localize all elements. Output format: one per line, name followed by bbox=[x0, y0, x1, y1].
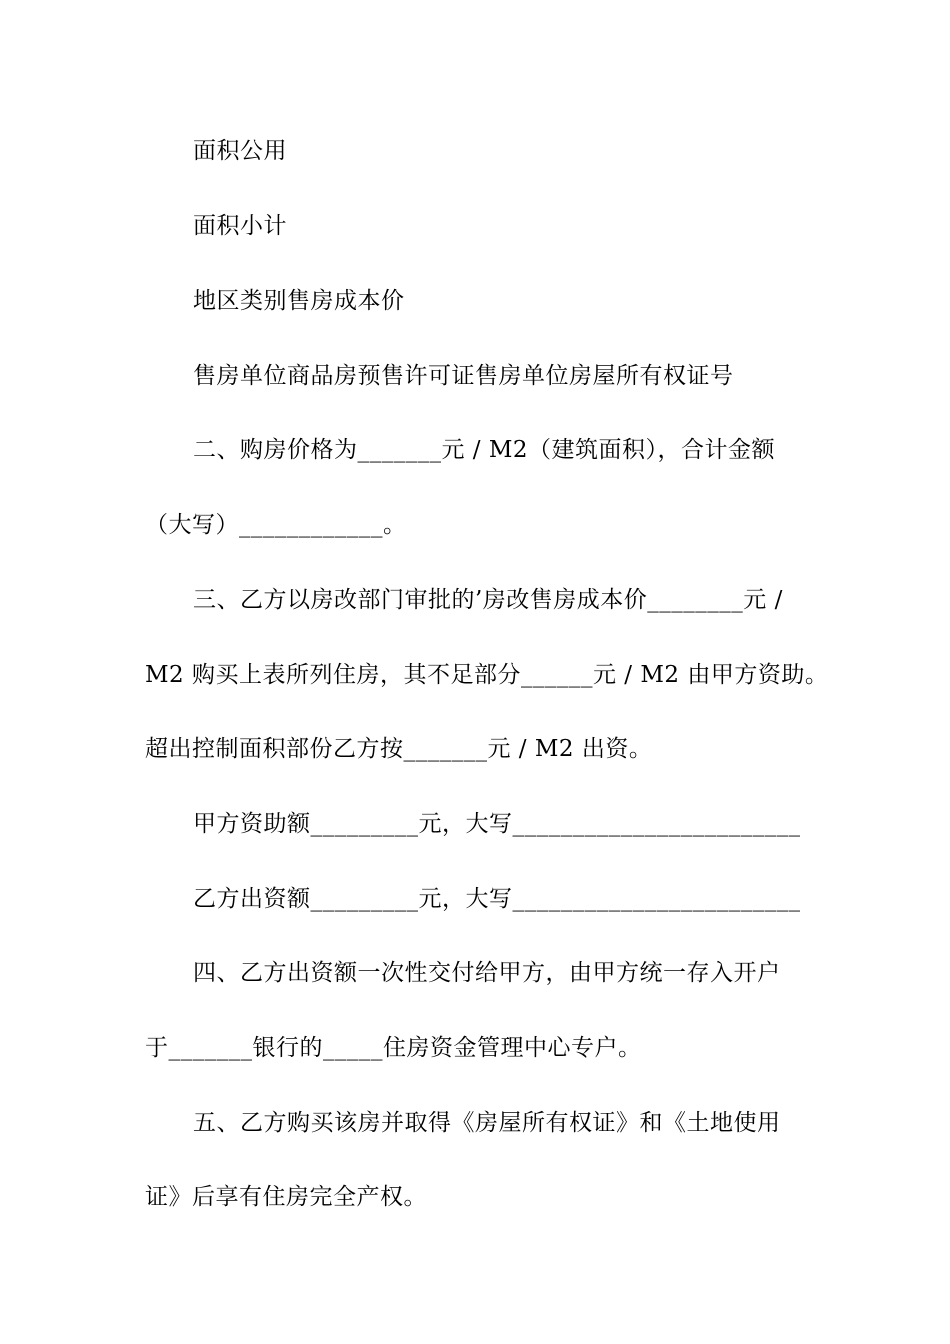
party-a-subsidy: 甲方资助额_________元，大写________________________ bbox=[193, 811, 801, 837]
clause-2-price: 二、购房价格为_______元 / M2（建筑面积），合计金额 bbox=[193, 437, 776, 463]
line-area-subtotal: 面积小计 bbox=[193, 213, 287, 239]
clause-3-shortfall: M2 购买上表所列住房，其不足部分______元 / M2 由甲方资助。 bbox=[145, 662, 829, 688]
line-presale-permit: 售房单位商品房预售许可证售房单位房屋所有权证号 bbox=[193, 363, 734, 389]
clause-4-payment: 四、乙方出资额一次性交付给甲方，由甲方统一存入开户 bbox=[193, 960, 781, 986]
clause-2-amount-in-words: （大写）____________。 bbox=[145, 512, 407, 538]
clause-3-cost-price: 三、乙方以房改部门审批的’房改售房成本价________元 / bbox=[193, 587, 783, 613]
clause-3-excess-area: 超出控制面积部份乙方按_______元 / M2 出资。 bbox=[145, 736, 653, 762]
party-b-contribution: 乙方出资额_________元，大写________________________ bbox=[193, 886, 801, 912]
clause-4-bank-account: 于_______银行的_____住房资金管理中心专户。 bbox=[145, 1035, 642, 1061]
line-region-cost-price: 地区类别售房成本价 bbox=[193, 288, 405, 314]
line-public-area: 面积公用 bbox=[193, 138, 287, 164]
clause-5-certificates: 五、乙方购买该房并取得《房屋所有权证》和《土地使用 bbox=[193, 1110, 781, 1136]
clause-5-ownership: 证》后享有住房完全产权。 bbox=[145, 1184, 427, 1210]
